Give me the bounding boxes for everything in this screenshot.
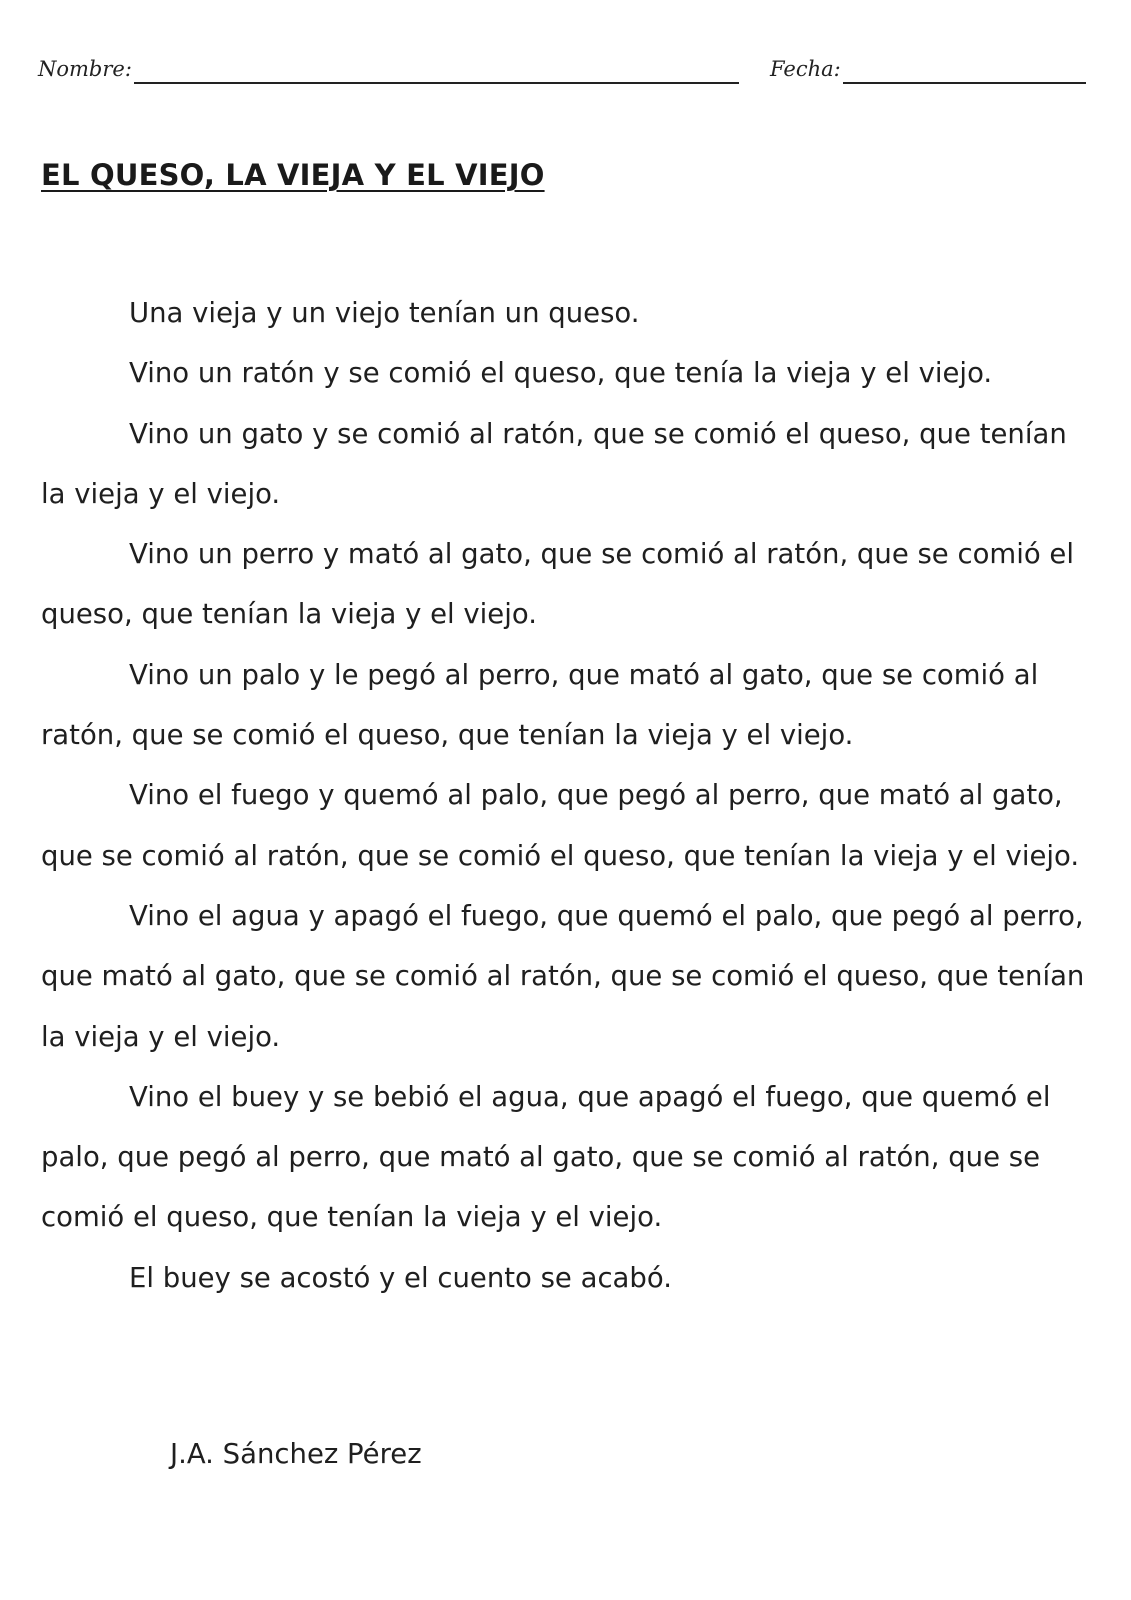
story-paragraph: Una vieja y un viejo tenían un queso. xyxy=(129,297,640,329)
story-paragraph: Vino el buey y se bebió el agua, que apagó el fuego, que quemó el palo, que pegó al perro, que mató al gato, que se comió al ratón, que se comió el queso, que tenían la vieja y el viejo. xyxy=(41,1080,1051,1234)
story-paragraph: El buey se acostó y el cuento se acabó. xyxy=(129,1261,672,1294)
story-paragraph: Vino un ratón y se comió el queso, que tenía la vieja y el viejo. xyxy=(129,357,993,390)
author-name: J.A. Sánchez Pérez xyxy=(170,1438,422,1470)
name-field xyxy=(38,54,739,84)
story-title: EL QUESO, LA VIEJA Y EL VIEJO xyxy=(41,158,545,192)
date-field xyxy=(770,54,1086,84)
worksheet-header xyxy=(38,54,1083,86)
story-body xyxy=(41,283,1093,1308)
date-blank-line[interactable] xyxy=(843,58,1086,84)
story-paragraph: Vino el fuego y quemó al palo, que pegó al perro, que mató al gato, que se comió al ratón, que se comió el queso, que tenían la vieja y el viejo. xyxy=(41,779,1080,872)
name-label: Nombre: xyxy=(38,57,132,81)
story-paragraph: Vino el agua y apagó el fuego, que quemó el palo, que pegó al perro, que mató al gato, que se comió al ratón, que se comió el queso, que tenían la vieja y el viejo. xyxy=(41,899,1085,1053)
story-paragraph: Vino un perro y mató al gato, que se comió al ratón, que se comió el queso, que tenían la vieja y el viejo. xyxy=(41,538,1074,631)
story-paragraph: Vino un palo y le pegó al perro, que mató al gato, que se comió al ratón, que se comió el queso, que tenían la vieja y el viejo. xyxy=(41,658,1039,752)
date-label: Fecha: xyxy=(770,57,841,81)
story-paragraph: Vino un gato y se comió al ratón, que se comió el queso, que tenían la vieja y el viejo. xyxy=(41,417,1067,510)
name-blank-line[interactable] xyxy=(134,58,739,84)
